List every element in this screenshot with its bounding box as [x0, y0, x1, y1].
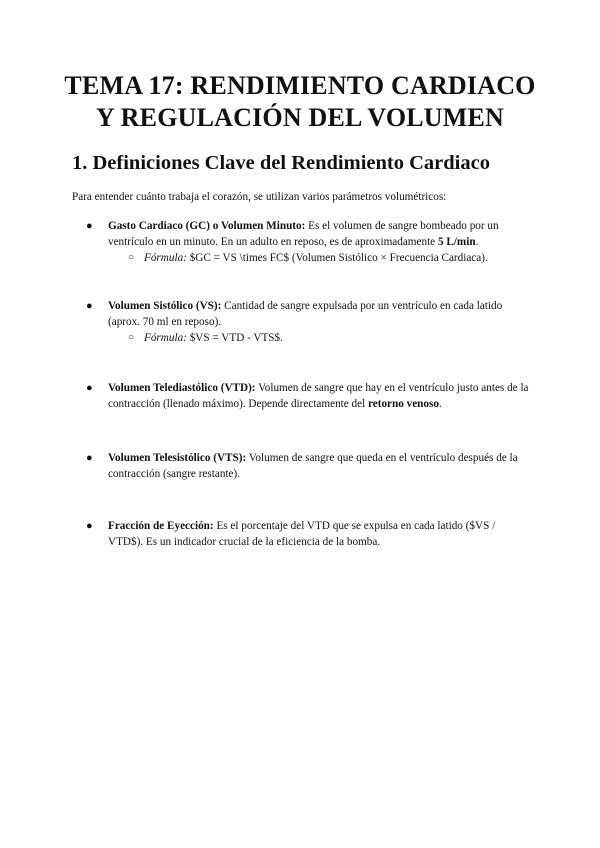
definition-term: Volumen Sistólico (VS): — [108, 300, 222, 312]
circle-bullet-icon: ○ — [128, 332, 135, 343]
bullet-icon: ● — [86, 452, 93, 464]
definition-text — [108, 450, 532, 482]
definition-body: Cantidad de sangre expulsada por un ventrículo en cada latido (aprox. 70 ml en reposo). — [108, 300, 503, 328]
title-line-2: Y REGULACIÓN DEL VOLUMEN — [95, 103, 505, 132]
page-title — [40, 70, 560, 134]
section-heading: 1. Definiciones Clave del Rendimiento Cardiaco — [72, 152, 490, 174]
definition-body: Volumen de sangre que queda en el ventrículo después de la contracción (sangre restante). — [108, 452, 518, 480]
definition-body-end: . — [475, 236, 479, 248]
definition-term: Volumen Telediastólico (VTD): — [108, 382, 256, 394]
formula-subitem — [128, 250, 532, 266]
intro-paragraph: Para entender cuánto trabaja el corazón, se utilizan varios parámetros volumétricos: — [72, 191, 447, 203]
definition-item-vts — [72, 450, 532, 482]
bullet-icon: ● — [86, 220, 93, 232]
formula-label: Fórmula: — [144, 332, 187, 344]
definition-highlight: 5 L/min — [437, 236, 476, 248]
bullet-icon: ● — [86, 382, 93, 394]
definition-body: Es el porcentaje del VTD que se expulsa en cada latido ($VS / VTD$). Es un indicador crucial de la eficiencia de la bomba. — [108, 520, 496, 548]
bullet-icon: ● — [86, 300, 93, 312]
definition-term: Volumen Telesistólico (VTS): — [108, 452, 247, 464]
definition-item-vtd — [72, 380, 532, 412]
definition-text — [108, 298, 532, 330]
definition-item-volumen-sistolico — [72, 298, 532, 346]
definition-text — [108, 218, 532, 250]
definition-text — [108, 380, 532, 412]
formula-text: $VS = VTD - VTS$. — [186, 332, 283, 344]
definition-highlight: retorno venoso — [368, 398, 439, 410]
bullet-icon: ● — [86, 520, 93, 532]
definition-body-end: . — [438, 398, 442, 410]
definition-text — [108, 518, 532, 550]
definition-item-gasto-cardiaco — [72, 218, 532, 266]
definition-body: Es el volumen de sangre bombeado por un ventrículo en un minuto. En un adulto en reposo, es de aproximadamente — [108, 220, 499, 248]
title-line-1: TEMA 17: RENDIMIENTO CARDIACO — [64, 71, 536, 100]
definition-item-fraccion-eyeccion — [72, 518, 532, 550]
circle-bullet-icon: ○ — [128, 252, 135, 263]
definition-term: Gasto Cardiaco (GC) o Volumen Minuto: — [108, 220, 306, 232]
definition-body: Volumen de sangre que hay en el ventrículo justo antes de la contracción (llenado máximo). Depende directamente del — [108, 382, 529, 410]
formula-label: Fórmula: — [144, 252, 187, 264]
formula-subitem — [128, 330, 532, 346]
formula-text: $GC = VS \times FC$ (Volumen Sistólico × Frecuencia Cardiaca). — [186, 252, 488, 264]
definition-term: Fracción de Eyección: — [108, 520, 214, 532]
